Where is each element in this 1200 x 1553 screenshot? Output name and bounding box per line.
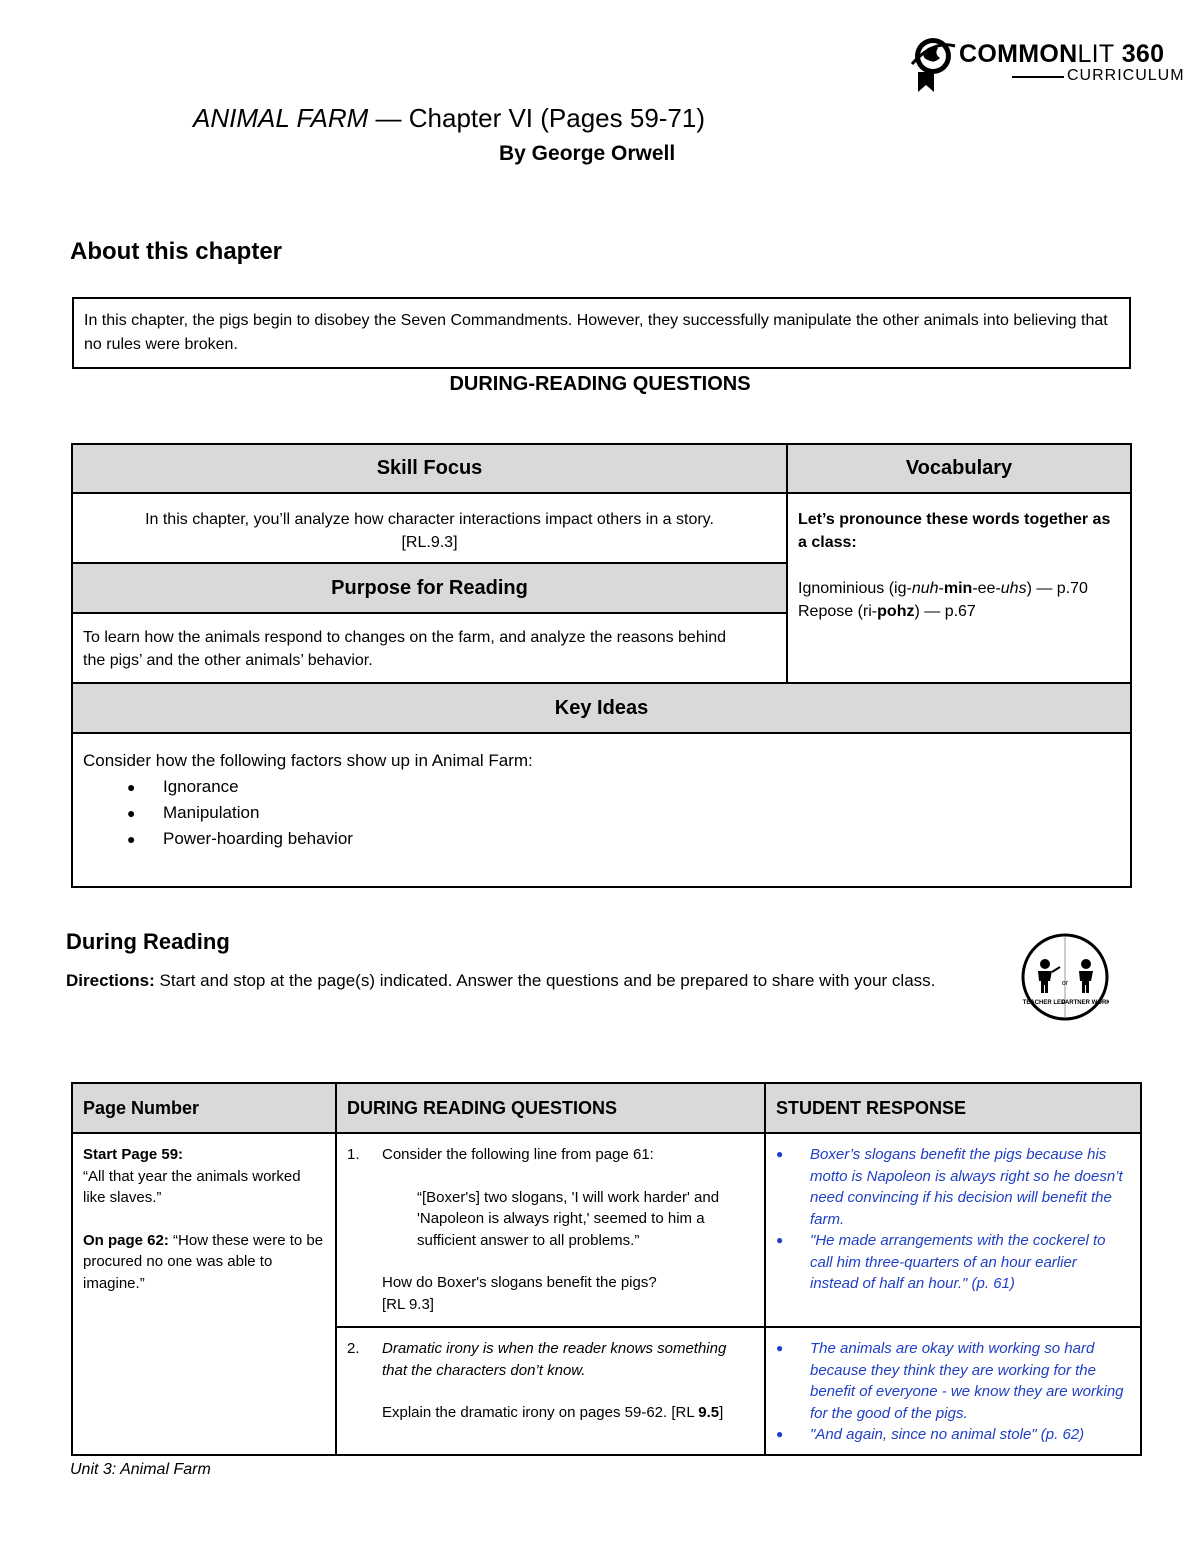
list-item: ● Boxer’s slogans benefit the pigs because his motto is Napoleon is always right so he doesn’t need convincing if his decision will benefit the farm. — [766, 1144, 1126, 1230]
purpose-header: Purpose for Reading — [71, 562, 788, 614]
badge-right-label: PARTNER WORK — [1061, 1000, 1109, 1006]
key-ideas-intro: Consider how the following factors show up in Animal Farm: — [83, 751, 533, 770]
page-start-quote: “All that year the animals worked like slaves.” — [83, 1167, 301, 1206]
logo-rule — [1012, 76, 1064, 78]
purpose-cell — [71, 612, 788, 684]
key-ideas-list — [83, 774, 1120, 852]
teacher-led-or-partner-badge — [1021, 933, 1109, 1021]
col-header-response: STUDENT RESPONSE — [764, 1082, 1142, 1134]
q1-intro: Consider the following line from page 61: — [382, 1146, 654, 1163]
list-item: ● "And again, since no animal stole" (p. 62) — [766, 1424, 1126, 1446]
vocabulary-header: Vocabulary — [786, 443, 1132, 494]
during-reading-title: During Reading — [66, 929, 230, 954]
during-reading-questions-heading: DURING-READING QUESTIONS — [449, 373, 751, 395]
list-item: ● Ignorance — [83, 774, 1120, 800]
logo-subtitle: CURRICULUM — [1067, 67, 1185, 84]
purpose-text: To learn how the animals respond to changes on the farm, and analyze the reasons behind the pigs’ and the other animals’ behavior. — [83, 629, 727, 669]
logo-wordmark: COMMONLIT 360 — [959, 40, 1165, 68]
col-header-page-number: Page Number — [71, 1082, 337, 1134]
q1-standard: [RL 9.3] — [382, 1295, 434, 1313]
question-number: 1. — [347, 1146, 360, 1163]
col-header-questions: DURING READING QUESTIONS — [335, 1082, 766, 1134]
skill-focus-header: Skill Focus — [71, 443, 788, 494]
q2-ask: Explain the dramatic irony on pages 59-62. [RL 9.5] — [382, 1404, 724, 1421]
vocab-intro: Let’s pronounce these words together as a class: — [798, 511, 1111, 551]
response-2-list — [766, 1338, 1126, 1446]
page-number-cell — [71, 1132, 337, 1456]
list-item: ● Power-hoarding behavior — [83, 826, 1120, 852]
vocab-item: Repose (ri-pohz) — p.67 — [798, 603, 976, 620]
skill-focus-cell — [71, 492, 788, 564]
globe-ribbon-icon — [908, 34, 958, 94]
q1-ask: How do Boxer's slogans benefit the pigs? — [382, 1274, 657, 1291]
about-text: In this chapter, the pigs begin to disobey the Seven Commandments. However, they successfully manipulate the other animals into believing that no rules were broken. — [84, 312, 1108, 353]
vocabulary-cell — [786, 492, 1132, 684]
directions: Directions: Start and stop at the page(s) indicated. Answer the questions and be prepared to share with your class. — [66, 971, 936, 990]
footer: Unit 3: Animal Farm — [70, 1461, 211, 1478]
byline: By George Orwell — [499, 142, 676, 165]
about-heading: About this chapter — [70, 238, 283, 265]
skill-focus-text: In this chapter, you’ll analyze how character interactions impact others in a story. — [145, 511, 714, 528]
response-2-cell — [764, 1326, 1142, 1456]
list-item: ● The animals are okay with working so hard because they think they are working for the benefit of everyone - we know they are working for the good of the pigs. — [766, 1338, 1126, 1424]
about-box — [72, 297, 1131, 369]
page-62: On page 62: “How these were to be procured no one was able to imagine.” — [83, 1231, 324, 1292]
response-1-list — [766, 1144, 1126, 1295]
page-title: ANIMAL FARM — Chapter VI (Pages 59-71) — [193, 103, 706, 133]
badge-or: or — [1061, 980, 1069, 987]
question-1-cell — [335, 1132, 766, 1328]
response-1-cell — [764, 1132, 1142, 1328]
question-number: 2. — [347, 1340, 360, 1357]
badge-left-label: TEACHER LED — [1022, 1000, 1066, 1006]
question-2-cell — [335, 1326, 766, 1456]
commonlit-logo — [908, 34, 958, 94]
skill-focus-standard: [RL.9.3] — [401, 534, 458, 551]
vocab-item: Ignominious (ig-nuh-min-ee-uhs) — p.70 — [798, 580, 1088, 597]
key-ideas-header: Key Ideas — [71, 682, 1132, 734]
list-item: ● Manipulation — [83, 800, 1120, 826]
list-item: ● "He made arrangements with the cockerel to call him three-quarters of an hour earlier instead of half an hour." (p. 61) — [766, 1230, 1126, 1295]
key-ideas-cell — [71, 732, 1132, 888]
q2-definition: Dramatic irony is when the reader knows something that the characters don’t know. — [382, 1340, 727, 1379]
q1-quote: “[Boxer's] two slogans, 'I will work harder' and 'Napoleon is always right,' seemed to him a sufficient answer to all problems.” — [417, 1188, 720, 1249]
page-start-label: Start Page 59: — [83, 1146, 184, 1163]
